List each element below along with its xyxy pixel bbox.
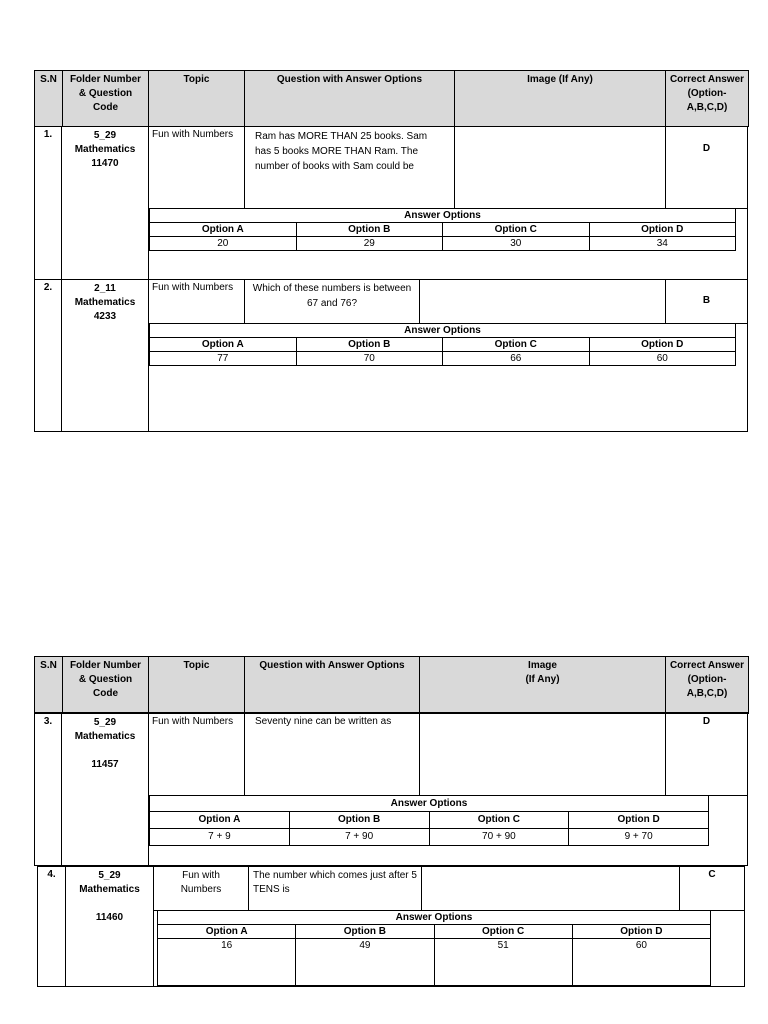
q2-image-cell [419,279,666,324]
q4-sn: 4. [47,869,56,880]
header-image: Image (If Any) [455,71,666,127]
table1-header [34,70,749,127]
q2-option-b-label: Option B [296,338,443,352]
q4-option-b-label: Option B [296,925,434,939]
q2-sn: 2. [43,282,53,293]
q4-options-table [157,910,711,986]
header-topic: Topic [149,71,245,127]
header-folder: Folder Number & Question Code [63,71,149,127]
q1-code: 11470 [91,158,119,169]
q1-topic: Fun with Numbers [152,129,234,140]
q3-topic-cell [148,712,245,796]
q4-option-c-label: Option C [434,925,572,939]
q1-options-title: Answer Options [150,209,736,223]
q2-sn-cell [34,279,62,432]
header-question: Question with Answer Options [245,71,455,127]
q1-topic-cell [148,126,245,209]
header2-image-line2: (If Any) [525,674,560,685]
q3-correct-cell [665,712,748,796]
header2-sn: S.N [35,657,63,714]
q4-question-cell [248,866,422,911]
q1-options-table [149,208,736,251]
q2-option-d: 60 [589,352,736,366]
q3-correct: D [702,716,711,727]
q4-option-d: 60 [572,939,710,986]
q3-option-d-label: Option D [569,812,709,829]
q3-sn: 3. [43,716,53,727]
q2-correct: B [702,295,711,306]
q4-options-title: Answer Options [158,911,711,925]
q3-question: Seventy nine can be written as [255,716,392,727]
q1-option-a: 20 [150,237,297,251]
q3-option-b: 7 + 90 [289,829,429,846]
q1-option-a-label: Option A [150,223,297,237]
q3-option-c-label: Option C [429,812,569,829]
q2-options-title: Answer Options [150,324,736,338]
q4-option-d-label: Option D [572,925,710,939]
q1-option-d: 34 [589,237,736,251]
q3-option-a-label: Option A [150,812,290,829]
q4-folder-cell [65,866,154,987]
q1-correct: D [702,143,711,154]
q1-question-cell [244,126,455,209]
q3-topic: Fun with Numbers [152,716,234,727]
header2-topic: Topic [149,657,245,714]
q4-option-c: 51 [434,939,572,986]
q2-option-a: 77 [150,352,297,366]
q2-subject: Mathematics [74,297,136,308]
q3-sn-cell [34,712,62,866]
q4-image-cell [421,866,680,911]
q4-option-a-label: Option A [158,925,296,939]
q1-sn-cell [34,126,62,280]
q3-option-d: 9 + 70 [569,829,709,846]
q3-options-table [149,795,709,846]
q2-question: Which of these numbers is between 67 and 76? [252,283,412,309]
q1-option-c: 30 [443,237,590,251]
q3-folder-cell [61,712,149,866]
q1-option-b: 29 [296,237,443,251]
q4-sn-cell [37,866,66,987]
header2-correct: Correct Answer (Option-A,B,C,D) [666,657,749,714]
header2-question: Question with Answer Options [245,657,420,714]
q4-question: The number which comes just after 5 TENS is [253,870,417,895]
q1-subject: Mathematics [74,144,136,155]
q1-question: Ram has MORE THAN 25 books. Sam has 5 books MORE THAN Ram. The number of books with Sam could be [255,131,428,172]
q4-folder: 5_29 [98,870,121,881]
q3-option-a: 7 + 9 [150,829,290,846]
q3-code: 11457 [91,759,119,770]
q3-question-cell [244,712,420,796]
q4-topic: Fun with Numbers [180,870,222,895]
q1-option-b-label: Option B [296,223,443,237]
q2-correct-cell [665,279,748,324]
q3-option-b-label: Option B [289,812,429,829]
q1-option-d-label: Option D [589,223,736,237]
q4-subject: Mathematics [79,884,140,895]
q2-question-cell [244,279,420,324]
header2-image-line1: Image [528,660,557,671]
q3-image-cell [419,712,666,796]
q2-topic-cell [148,279,245,324]
q4-option-b: 49 [296,939,434,986]
q4-correct-cell [679,866,745,911]
q2-folder: 2_11 [94,283,116,294]
q2-option-d-label: Option D [589,338,736,352]
q2-topic: Fun with Numbers [152,282,234,293]
q1-sn: 1. [43,129,53,140]
q2-option-c: 66 [443,352,590,366]
q2-folder-cell [61,279,149,432]
q2-option-c-label: Option C [443,338,590,352]
q1-option-c-label: Option C [443,223,590,237]
q1-correct-cell [665,126,748,209]
header2-folder: Folder Number & Question Code [63,657,149,714]
q4-option-a: 16 [158,939,296,986]
header-sn: S.N [35,71,63,127]
q4-code: 11460 [95,912,124,923]
q3-subject: Mathematics [74,731,136,742]
table2-header [34,656,749,714]
q1-folder: 5_29 [93,130,117,141]
q2-option-b: 70 [296,352,443,366]
q4-correct: C [708,869,716,880]
q3-folder: 5_29 [93,717,117,728]
q3-option-c: 70 + 90 [429,829,569,846]
header-correct: Correct Answer (Option-A,B,C,D) [666,71,749,127]
q2-code: 4233 [93,311,117,322]
q1-folder-cell [61,126,149,280]
q3-options-title: Answer Options [150,796,709,812]
q4-topic-cell [153,866,249,911]
header2-image [420,657,666,714]
q1-image-cell [454,126,666,209]
q2-options-table [149,323,736,366]
q2-option-a-label: Option A [150,338,297,352]
